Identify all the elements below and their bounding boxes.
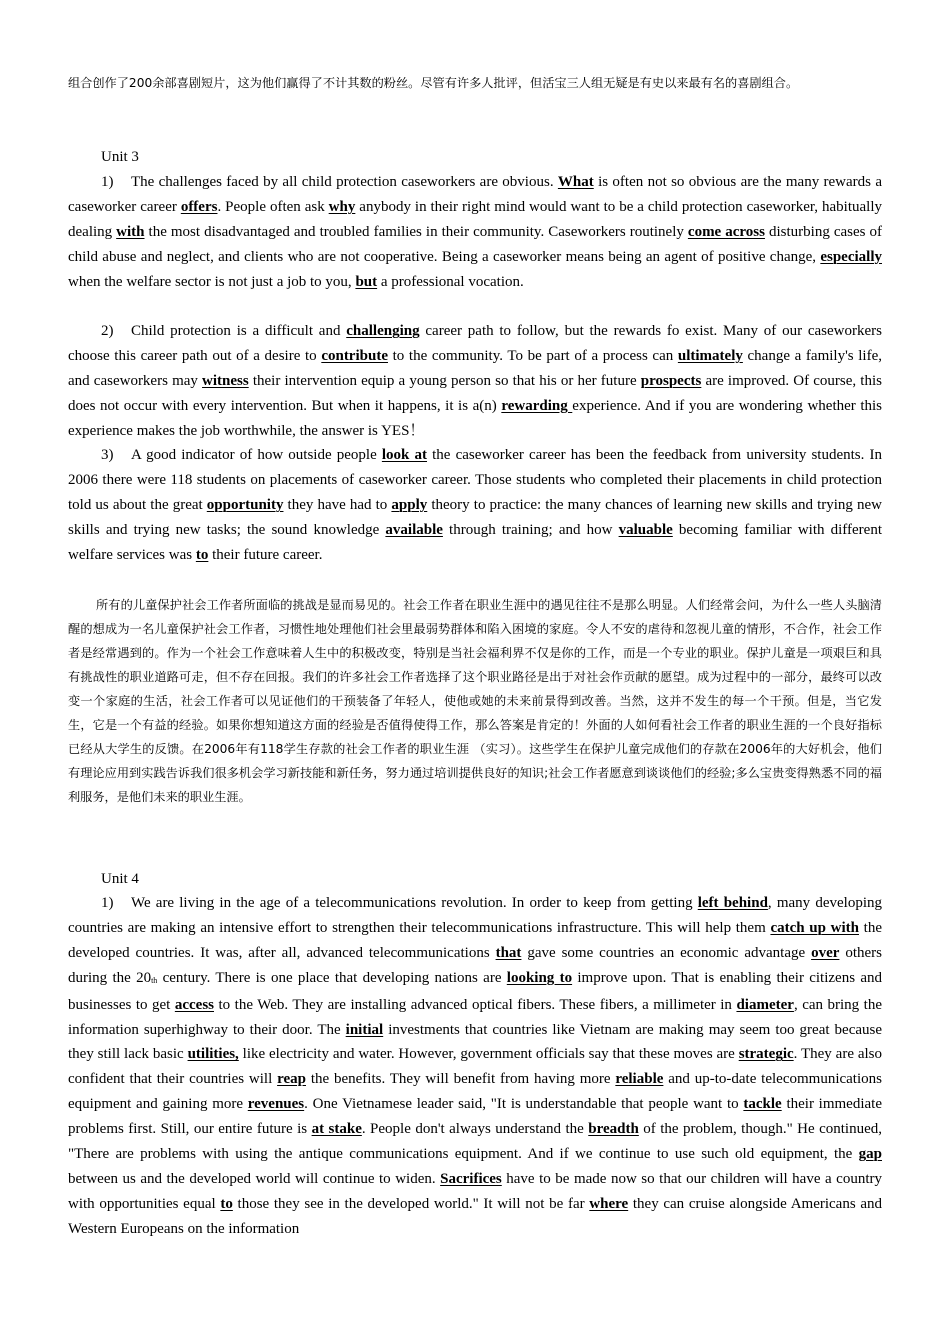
answer-keyword: revenues	[247, 1096, 305, 1113]
answer-keyword: breadth	[588, 1121, 639, 1138]
answer-keyword: why	[328, 198, 356, 215]
text-run: experience. And if you are wondering whether this experience makes the job worthwhile, the answer is YES！	[68, 397, 882, 439]
text-run: , many developing countries are making an intensive effort to strengthen their telecommunications infrastructure. This will help them	[68, 895, 882, 936]
answer-keyword: What	[557, 174, 594, 190]
answer-keyword: prospects	[640, 372, 702, 389]
text-run: their future career.	[208, 546, 323, 563]
text-run: Child protection is a difficult and	[131, 323, 347, 339]
answer-keyword: look at	[381, 447, 428, 463]
unit-4-title: Unit 4	[101, 871, 139, 887]
answer-keyword: Sacrifices	[440, 1170, 502, 1187]
answer-keyword: utilities,	[187, 1046, 239, 1063]
text-run: and up-to-date telecommunications equipment and gaining more	[68, 1071, 882, 1113]
unit-3-paragraph-2	[68, 319, 882, 444]
text-run: to the community. To be part of a process can	[387, 347, 678, 364]
answer-keyword: looking to	[506, 969, 573, 986]
answer-keyword: ultimately	[677, 347, 743, 364]
answer-keyword: where	[589, 1195, 629, 1212]
paragraph-number: 1)	[101, 895, 114, 911]
text-run: investments that countries like Vietnam are making may seem too great because they still lack basic	[68, 1021, 883, 1063]
answer-keyword: to	[220, 1195, 233, 1212]
answer-keyword: with	[116, 223, 145, 240]
text-run: their intervention equip a young person so that his or her future	[248, 372, 641, 389]
answer-keyword: reliable	[615, 1071, 664, 1088]
unit-3-translation: 所有的儿童保护社会工作者所面临的挑战是显而易见的。社会工作者在职业生涯中的遇见往往不是那么明显。人们经常会问，为什么一些人头脑清醒的想成为一名儿童保护社会工作者，习惯性地处理他们社会里最弱势群体和陷入困境的家庭。令人不安的虐待和忽视儿童的情形，不合作，社会工作者是经常遇到的。作为一个社会工作意味着人生中的积极改变，特别是当社会福利界不仅是你的工作，而是一个专业的职业。保护儿童是一项艰巨和具有挑战性的职业道路可走，但不存在回报。我们的许多社会工作者选择了这个职业路径是出于对社会作贡献的愿望。成为过程中的一部分，最终可以改变一个家庭的生活，社会工作者可以见证他们的干预装备了年轻人，使他或她的未来前景得到改善。当然，这并不发生的每一个干预。但是，当它发生，它是一个有益的经验。如果你想知道这方面的经验是否值得使得工作，那么答案是肯定的！外面的人如何看社会工作者的职业生涯的一个良好指标已经从大学生的反馈。在2006年有118学生存款的社会工作者的职业生涯 （实习）。这些学生在保护儿童完成他们的存款在2006年的大好机会，他们有理论应用到实践告诉我们很多机会学习新技能和新任务，努力通过培训提供良好的知识;社会工作者愿意到谈谈他们的经验;多么宝贵变得熟悉不同的福利服务，是他们未来的职业生涯。	[68, 598, 882, 804]
text-run: change a family's life, and caseworkers may	[68, 347, 882, 389]
answer-keyword: especially	[820, 248, 882, 265]
top-translation: 组合创作了200余部喜剧短片，这为他们赢得了不计其数的粉丝。尽管有许多人批评，但活宝三人组无疑是有史以来最有名的喜剧组合。	[68, 76, 799, 90]
text-run: . People don't always understand the	[361, 1121, 589, 1138]
text-run: they have had to	[283, 496, 392, 513]
answer-keyword: over	[811, 944, 840, 961]
text-run: the developed countries. It was, after all, advanced telecommunications	[68, 919, 882, 961]
unit-3-paragraph-1	[68, 170, 882, 295]
text-run: career path to follow, but the rewards fo exist. Many of our caseworkers choose this career path out of a desire to	[68, 323, 882, 364]
text-run: anybody in their right mind would want to be a child protection caseworker, habitually dealing	[68, 198, 882, 240]
paragraph-number: 2)	[101, 323, 114, 339]
answer-keyword: diameter	[736, 996, 794, 1013]
answer-keyword: left behind	[697, 895, 768, 911]
paragraph-number: 3)	[101, 447, 114, 463]
answer-keyword: come across	[687, 223, 765, 240]
answer-keyword: that	[495, 944, 522, 961]
answer-keyword: initial	[345, 1021, 384, 1038]
text-run: a professional vocation.	[377, 273, 524, 290]
text-run: of the problem, though." He continued, "There are problems with using the antique communications equipment. And if we continue to use such old equipment, the	[68, 1121, 882, 1163]
answer-keyword: but	[355, 273, 378, 290]
text-run: the benefits. They will benefit from having more	[305, 1071, 616, 1088]
ordinal-suffix: th	[151, 975, 158, 985]
paragraph-number: 1)	[101, 174, 114, 190]
text-run: the caseworker career has been the feedback from university students. In 2006 there were 118 students on placements of caseworker career. Those students who completed their placements in child protection told us about the great	[68, 447, 882, 513]
text-run: A good indicator of how outside people	[131, 447, 382, 463]
text-run: is often not so obvious are the many rewards a caseworker career	[68, 174, 882, 215]
text-run: . One Vietnamese leader said, "It is understandable that people want to	[304, 1096, 744, 1113]
answer-keyword: valuable	[618, 521, 673, 538]
text-run: improve upon. That is enabling their citizens and businesses to get	[68, 969, 882, 1013]
text-run: their immediate problems first. Still, our entire future is	[68, 1096, 882, 1138]
text-run: are improved. Of course, this does not occur with every intervention. But when it happens, it is a(n)	[68, 372, 882, 414]
answer-keyword: offers	[180, 198, 218, 215]
answer-keyword: rewarding	[501, 397, 573, 414]
text-run: gave some countries an economic advantage	[521, 944, 812, 961]
answer-keyword: access	[174, 996, 214, 1013]
text-run: disturbing cases of child abuse and neglect, and clients who are not cooperative. Being a caseworker means being an agent of positive change,	[68, 223, 883, 265]
answer-keyword: opportunity	[206, 496, 284, 513]
text-run: they can cruise alongside Americans and Western Europeans on the information	[68, 1195, 883, 1237]
unit-4-paragraph-1	[68, 891, 882, 1242]
answer-keyword: challenging	[346, 323, 420, 339]
text-run: like electricity and water. However, government officials say that these moves are	[238, 1046, 739, 1063]
answer-keyword: witness	[202, 372, 249, 389]
text-run: the most disadvantaged and troubled families in their community. Caseworkers routinely	[144, 223, 688, 240]
answer-keyword: strategic	[738, 1046, 794, 1063]
text-run: when the welfare sector is not just a job to you,	[68, 273, 356, 290]
answer-keyword: at stake	[311, 1121, 362, 1138]
unit-3-paragraph-3	[68, 443, 882, 568]
answer-keyword: available	[385, 521, 443, 538]
text-run: between us and the developed world will continue to widen.	[68, 1170, 441, 1187]
answer-keyword: apply	[391, 496, 428, 513]
unit-3-title: Unit 3	[101, 149, 139, 165]
text-run: becoming familiar with different welfare services was	[68, 521, 882, 563]
text-run: to the Web. They are installing advanced optical fibers. These fibers, a millimeter in	[214, 996, 737, 1013]
text-run: century. There is one place that developing nations are	[157, 969, 507, 986]
text-run: . They are also confident that their countries will	[68, 1046, 882, 1088]
text-run: We are living in the age of a telecommunications revolution. In order to keep from getting	[131, 895, 698, 911]
answer-keyword: catch up with	[770, 919, 859, 936]
answer-keyword: to	[195, 546, 209, 563]
answer-keyword: contribute	[321, 347, 388, 364]
answer-keyword: gap	[858, 1146, 882, 1163]
text-run: others during the 20	[68, 944, 882, 986]
answer-keyword: tackle	[743, 1096, 782, 1113]
text-run: those they see in the developed world." It will not be far	[232, 1195, 590, 1212]
text-run: have to be made now so that our children will have a country with opportunities equal	[68, 1170, 882, 1212]
text-run: . People often ask	[217, 198, 329, 215]
text-run: , can bring the information superhighway to their door. The	[68, 996, 883, 1038]
text-run: The challenges faced by all child protection caseworkers are obvious.	[131, 174, 558, 190]
text-run: theory to practice: the many chances of learning new skills and trying new skills and trying new tasks; the sound knowledge	[68, 496, 882, 538]
answer-keyword: reap	[277, 1071, 306, 1088]
text-run: through training; and how	[442, 521, 619, 538]
